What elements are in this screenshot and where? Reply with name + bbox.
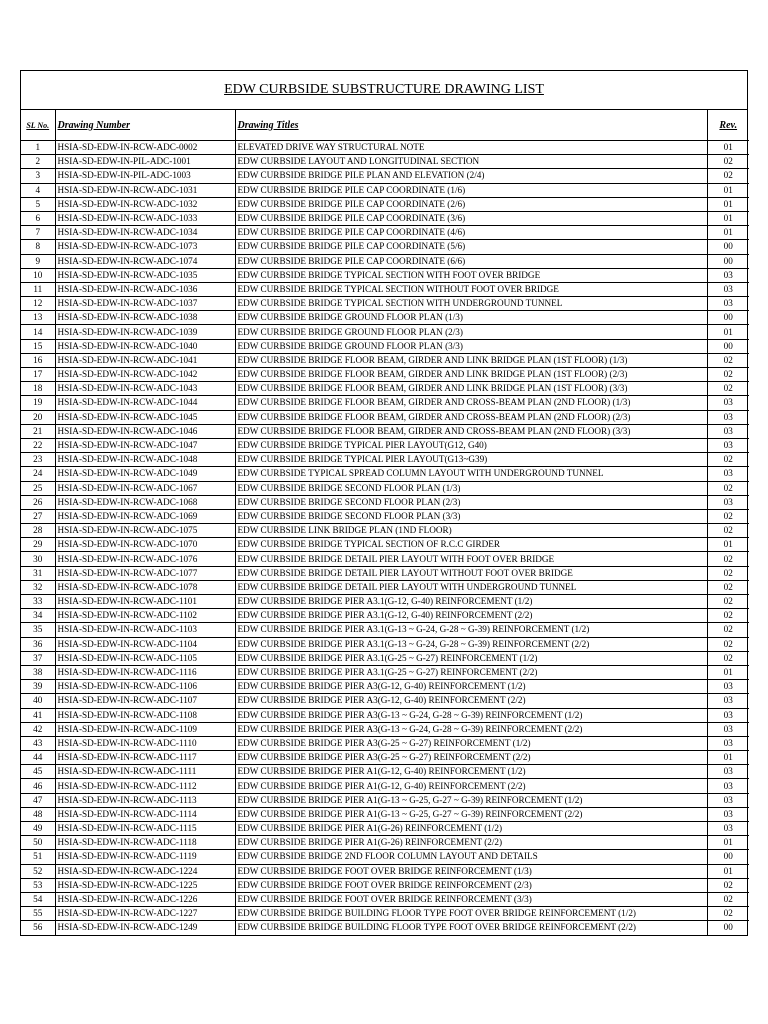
cell-rev: 03 bbox=[707, 268, 749, 282]
table-row bbox=[21, 595, 749, 609]
cell-rev: 02 bbox=[707, 509, 749, 523]
cell-drawing-number: HSIA-SD-EDW-IN-RCW-ADC-1102 bbox=[55, 609, 235, 623]
cell-drawing-number: HSIA-SD-EDW-IN-RCW-ADC-1112 bbox=[55, 779, 235, 793]
cell-drawing-title: EDW CURBSIDE BRIDGE PIER A1(G-13 ~ G-25, G-27 ~ G-39) REINFORCEMENT (2/2) bbox=[235, 807, 707, 821]
cell-drawing-title: EDW CURBSIDE BRIDGE FLOOR BEAM, GIRDER AND LINK BRIDGE PLAN (1ST FLOOR) (1/3) bbox=[235, 353, 707, 367]
cell-sl-no: 28 bbox=[21, 524, 55, 538]
table-row bbox=[21, 141, 749, 155]
table-row bbox=[21, 680, 749, 694]
cell-rev: 03 bbox=[707, 822, 749, 836]
cell-sl-no: 8 bbox=[21, 240, 55, 254]
cell-drawing-number: HSIA-SD-EDW-IN-RCW-ADC-1036 bbox=[55, 282, 235, 296]
cell-drawing-number: HSIA-SD-EDW-IN-RCW-ADC-1111 bbox=[55, 765, 235, 779]
table-row bbox=[21, 921, 749, 935]
cell-drawing-number: HSIA-SD-EDW-IN-RCW-ADC-1113 bbox=[55, 793, 235, 807]
header-drawing-titles: Drawing Titles bbox=[235, 110, 707, 141]
table-row bbox=[21, 155, 749, 169]
table-row bbox=[21, 765, 749, 779]
cell-rev: 02 bbox=[707, 595, 749, 609]
table-row bbox=[21, 226, 749, 240]
cell-drawing-title: EDW CURBSIDE BRIDGE GROUND FLOOR PLAN (3/3) bbox=[235, 339, 707, 353]
cell-sl-no: 27 bbox=[21, 509, 55, 523]
table-row bbox=[21, 410, 749, 424]
cell-rev: 03 bbox=[707, 424, 749, 438]
cell-sl-no: 36 bbox=[21, 637, 55, 651]
table-row bbox=[21, 609, 749, 623]
cell-drawing-title: EDW CURBSIDE BRIDGE FLOOR BEAM, GIRDER AND CROSS-BEAM PLAN (2ND FLOOR) (2/3) bbox=[235, 410, 707, 424]
cell-drawing-number: HSIA-SD-EDW-IN-RCW-ADC-1032 bbox=[55, 197, 235, 211]
cell-rev: 01 bbox=[707, 751, 749, 765]
cell-rev: 03 bbox=[707, 694, 749, 708]
cell-drawing-title: EDW CURBSIDE BRIDGE TYPICAL PIER LAYOUT(G13~G39) bbox=[235, 453, 707, 467]
cell-drawing-number: HSIA-SD-EDW-IN-RCW-ADC-1249 bbox=[55, 921, 235, 935]
cell-sl-no: 7 bbox=[21, 226, 55, 240]
cell-drawing-number: HSIA-SD-EDW-IN-RCW-ADC-1078 bbox=[55, 580, 235, 594]
cell-drawing-number: HSIA-SD-EDW-IN-RCW-ADC-1104 bbox=[55, 637, 235, 651]
table-row bbox=[21, 580, 749, 594]
cell-sl-no: 52 bbox=[21, 864, 55, 878]
header-rev: Rev. bbox=[707, 110, 749, 141]
cell-sl-no: 55 bbox=[21, 907, 55, 921]
cell-drawing-title: EDW CURBSIDE BRIDGE PIER A3.1(G-25 ~ G-27) REINFORCEMENT (1/2) bbox=[235, 651, 707, 665]
cell-drawing-title: EDW CURBSIDE BRIDGE PILE CAP COORDINATE (6/6) bbox=[235, 254, 707, 268]
cell-drawing-number: HSIA-SD-EDW-IN-RCW-ADC-1226 bbox=[55, 892, 235, 906]
table-row bbox=[21, 793, 749, 807]
cell-drawing-title: EDW CURBSIDE BRIDGE GROUND FLOOR PLAN (2/3) bbox=[235, 325, 707, 339]
page-title: EDW CURBSIDE SUBSTRUCTURE DRAWING LIST bbox=[224, 82, 544, 97]
cell-drawing-title: EDW CURBSIDE BRIDGE TYPICAL SECTION WITH UNDERGROUND TUNNEL bbox=[235, 297, 707, 311]
cell-sl-no: 13 bbox=[21, 311, 55, 325]
table-row bbox=[21, 353, 749, 367]
cell-drawing-title: EDW CURBSIDE BRIDGE FOOT OVER BRIDGE REINFORCEMENT (3/3) bbox=[235, 892, 707, 906]
table-row bbox=[21, 566, 749, 580]
cell-drawing-title: EDW CURBSIDE BRIDGE FOOT OVER BRIDGE REINFORCEMENT (2/3) bbox=[235, 878, 707, 892]
cell-rev: 03 bbox=[707, 722, 749, 736]
cell-drawing-number: HSIA-SD-EDW-IN-RCW-ADC-1037 bbox=[55, 297, 235, 311]
cell-drawing-number: HSIA-SD-EDW-IN-RCW-ADC-1067 bbox=[55, 481, 235, 495]
cell-rev: 00 bbox=[707, 254, 749, 268]
cell-drawing-number: HSIA-SD-EDW-IN-RCW-ADC-1108 bbox=[55, 708, 235, 722]
cell-drawing-number: HSIA-SD-EDW-IN-PIL-ADC-1001 bbox=[55, 155, 235, 169]
cell-sl-no: 34 bbox=[21, 609, 55, 623]
cell-rev: 02 bbox=[707, 651, 749, 665]
cell-drawing-title: EDW CURBSIDE BRIDGE BUILDING FLOOR TYPE FOOT OVER BRIDGE REINFORCEMENT (2/2) bbox=[235, 921, 707, 935]
table-body bbox=[21, 141, 749, 935]
cell-sl-no: 26 bbox=[21, 495, 55, 509]
cell-rev: 02 bbox=[707, 878, 749, 892]
cell-rev: 03 bbox=[707, 410, 749, 424]
cell-drawing-number: HSIA-SD-EDW-IN-RCW-ADC-1077 bbox=[55, 566, 235, 580]
cell-drawing-number: HSIA-SD-EDW-IN-RCW-ADC-1107 bbox=[55, 694, 235, 708]
cell-drawing-title: EDW CURBSIDE BRIDGE PIER A3.1(G-13 ~ G-24, G-28 ~ G-39) REINFORCEMENT (1/2) bbox=[235, 623, 707, 637]
cell-drawing-title: EDW CURBSIDE BRIDGE DETAIL PIER LAYOUT WITHOUT FOOT OVER BRIDGE bbox=[235, 566, 707, 580]
cell-sl-no: 47 bbox=[21, 793, 55, 807]
cell-drawing-number: HSIA-SD-EDW-IN-RCW-ADC-1101 bbox=[55, 595, 235, 609]
cell-drawing-title: EDW CURBSIDE BRIDGE PIER A1(G-26) REINFORCEMENT (2/2) bbox=[235, 836, 707, 850]
cell-rev: 00 bbox=[707, 339, 749, 353]
cell-sl-no: 32 bbox=[21, 580, 55, 594]
cell-drawing-title: EDW CURBSIDE BRIDGE SECOND FLOOR PLAN (2/3) bbox=[235, 495, 707, 509]
cell-sl-no: 37 bbox=[21, 651, 55, 665]
cell-drawing-number: HSIA-SD-EDW-IN-RCW-ADC-1117 bbox=[55, 751, 235, 765]
cell-drawing-number: HSIA-SD-EDW-IN-RCW-ADC-1045 bbox=[55, 410, 235, 424]
cell-drawing-title: EDW CURBSIDE BRIDGE PIER A3.1(G-12, G-40) REINFORCEMENT (1/2) bbox=[235, 595, 707, 609]
cell-sl-no: 15 bbox=[21, 339, 55, 353]
cell-sl-no: 2 bbox=[21, 155, 55, 169]
table-row bbox=[21, 509, 749, 523]
cell-drawing-title: EDW CURBSIDE BRIDGE PIER A3(G-12, G-40) REINFORCEMENT (2/2) bbox=[235, 694, 707, 708]
cell-rev: 02 bbox=[707, 353, 749, 367]
cell-rev: 03 bbox=[707, 708, 749, 722]
cell-sl-no: 12 bbox=[21, 297, 55, 311]
table-row bbox=[21, 438, 749, 452]
cell-rev: 03 bbox=[707, 467, 749, 481]
cell-sl-no: 24 bbox=[21, 467, 55, 481]
cell-rev: 03 bbox=[707, 438, 749, 452]
cell-drawing-number: HSIA-SD-EDW-IN-RCW-ADC-1118 bbox=[55, 836, 235, 850]
cell-drawing-number: HSIA-SD-EDW-IN-RCW-ADC-1227 bbox=[55, 907, 235, 921]
cell-sl-no: 6 bbox=[21, 211, 55, 225]
cell-rev: 03 bbox=[707, 680, 749, 694]
cell-drawing-title: EDW CURBSIDE BRIDGE SECOND FLOOR PLAN (1/3) bbox=[235, 481, 707, 495]
cell-drawing-title: EDW CURBSIDE BRIDGE PIER A3(G-13 ~ G-24, G-28 ~ G-39) REINFORCEMENT (1/2) bbox=[235, 708, 707, 722]
cell-drawing-number: HSIA-SD-EDW-IN-RCW-ADC-1106 bbox=[55, 680, 235, 694]
table-row bbox=[21, 453, 749, 467]
cell-drawing-title: EDW CURBSIDE BRIDGE FOOT OVER BRIDGE REINFORCEMENT (1/3) bbox=[235, 864, 707, 878]
cell-sl-no: 17 bbox=[21, 368, 55, 382]
cell-sl-no: 9 bbox=[21, 254, 55, 268]
cell-drawing-title: EDW CURBSIDE BRIDGE FLOOR BEAM, GIRDER AND CROSS-BEAM PLAN (2ND FLOOR) (1/3) bbox=[235, 396, 707, 410]
table-row bbox=[21, 892, 749, 906]
drawing-list-table bbox=[21, 110, 749, 935]
cell-rev: 01 bbox=[707, 211, 749, 225]
cell-drawing-title: EDW CURBSIDE BRIDGE PIER A3.1(G-13 ~ G-24, G-28 ~ G-39) REINFORCEMENT (2/2) bbox=[235, 637, 707, 651]
cell-drawing-title: EDW CURBSIDE BRIDGE PIER A1(G-12, G-40) REINFORCEMENT (1/2) bbox=[235, 765, 707, 779]
cell-drawing-number: HSIA-SD-EDW-IN-RCW-ADC-1119 bbox=[55, 850, 235, 864]
table-row bbox=[21, 183, 749, 197]
cell-rev: 00 bbox=[707, 850, 749, 864]
table-row bbox=[21, 751, 749, 765]
cell-drawing-title: EDW CURBSIDE BRIDGE DETAIL PIER LAYOUT WITH FOOT OVER BRIDGE bbox=[235, 552, 707, 566]
table-row bbox=[21, 495, 749, 509]
table-row bbox=[21, 424, 749, 438]
cell-rev: 01 bbox=[707, 197, 749, 211]
table-row bbox=[21, 282, 749, 296]
cell-rev: 02 bbox=[707, 907, 749, 921]
table-row bbox=[21, 396, 749, 410]
cell-drawing-number: HSIA-SD-EDW-IN-RCW-ADC-1043 bbox=[55, 382, 235, 396]
cell-sl-no: 44 bbox=[21, 751, 55, 765]
cell-drawing-title: EDW CURBSIDE BRIDGE SECOND FLOOR PLAN (3/3) bbox=[235, 509, 707, 523]
cell-rev: 02 bbox=[707, 382, 749, 396]
table-row bbox=[21, 637, 749, 651]
header-row bbox=[21, 110, 749, 141]
cell-drawing-number: HSIA-SD-EDW-IN-RCW-ADC-1038 bbox=[55, 311, 235, 325]
cell-sl-no: 53 bbox=[21, 878, 55, 892]
cell-drawing-title: EDW CURBSIDE BRIDGE GROUND FLOOR PLAN (1/3) bbox=[235, 311, 707, 325]
cell-sl-no: 45 bbox=[21, 765, 55, 779]
cell-rev: 03 bbox=[707, 495, 749, 509]
cell-drawing-number: HSIA-SD-EDW-IN-RCW-ADC-1041 bbox=[55, 353, 235, 367]
cell-drawing-title: EDW CURBSIDE BRIDGE PIER A1(G-13 ~ G-25, G-27 ~ G-39) REINFORCEMENT (1/2) bbox=[235, 793, 707, 807]
cell-drawing-number: HSIA-SD-EDW-IN-RCW-ADC-1073 bbox=[55, 240, 235, 254]
cell-drawing-number: HSIA-SD-EDW-IN-RCW-ADC-1110 bbox=[55, 736, 235, 750]
cell-sl-no: 3 bbox=[21, 169, 55, 183]
cell-rev: 02 bbox=[707, 552, 749, 566]
cell-sl-no: 16 bbox=[21, 353, 55, 367]
cell-sl-no: 38 bbox=[21, 665, 55, 679]
cell-drawing-title: EDW CURBSIDE BRIDGE PIER A1(G-12, G-40) REINFORCEMENT (2/2) bbox=[235, 779, 707, 793]
cell-drawing-title: EDW CURBSIDE BRIDGE PILE CAP COORDINATE (2/6) bbox=[235, 197, 707, 211]
cell-drawing-title: EDW CURBSIDE BRIDGE PIER A3(G-13 ~ G-24, G-28 ~ G-39) REINFORCEMENT (2/2) bbox=[235, 722, 707, 736]
cell-sl-no: 56 bbox=[21, 921, 55, 935]
cell-drawing-title: EDW CURBSIDE BRIDGE PILE CAP COORDINATE (4/6) bbox=[235, 226, 707, 240]
cell-drawing-number: HSIA-SD-EDW-IN-RCW-ADC-1069 bbox=[55, 509, 235, 523]
cell-sl-no: 49 bbox=[21, 822, 55, 836]
cell-rev: 00 bbox=[707, 921, 749, 935]
cell-drawing-title: ELEVATED DRIVE WAY STRUCTURAL NOTE bbox=[235, 141, 707, 155]
cell-sl-no: 4 bbox=[21, 183, 55, 197]
cell-sl-no: 11 bbox=[21, 282, 55, 296]
cell-drawing-number: HSIA-SD-EDW-IN-RCW-ADC-1033 bbox=[55, 211, 235, 225]
cell-drawing-title: EDW CURBSIDE BRIDGE 2ND FLOOR COLUMN LAYOUT AND DETAILS bbox=[235, 850, 707, 864]
title-bar bbox=[21, 71, 747, 110]
cell-drawing-title: EDW CURBSIDE LINK BRIDGE PLAN (1ND FLOOR) bbox=[235, 524, 707, 538]
cell-drawing-number: HSIA-SD-EDW-IN-RCW-ADC-0002 bbox=[55, 141, 235, 155]
header-drawing-number: Drawing Number bbox=[55, 110, 235, 141]
cell-rev: 02 bbox=[707, 155, 749, 169]
table-row bbox=[21, 878, 749, 892]
cell-rev: 02 bbox=[707, 368, 749, 382]
cell-rev: 02 bbox=[707, 892, 749, 906]
cell-rev: 00 bbox=[707, 311, 749, 325]
cell-rev: 03 bbox=[707, 779, 749, 793]
cell-drawing-number: HSIA-SD-EDW-IN-RCW-ADC-1048 bbox=[55, 453, 235, 467]
cell-drawing-title: EDW CURBSIDE BRIDGE TYPICAL SECTION OF R.C.C GIRDER bbox=[235, 538, 707, 552]
cell-drawing-number: HSIA-SD-EDW-IN-RCW-ADC-1103 bbox=[55, 623, 235, 637]
cell-rev: 02 bbox=[707, 524, 749, 538]
cell-drawing-title: EDW CURBSIDE BRIDGE PIER A3(G-12, G-40) REINFORCEMENT (1/2) bbox=[235, 680, 707, 694]
table-row bbox=[21, 907, 749, 921]
cell-drawing-number: HSIA-SD-EDW-IN-RCW-ADC-1047 bbox=[55, 438, 235, 452]
cell-rev: 02 bbox=[707, 609, 749, 623]
cell-drawing-number: HSIA-SD-EDW-IN-RCW-ADC-1105 bbox=[55, 651, 235, 665]
cell-rev: 01 bbox=[707, 226, 749, 240]
table-row bbox=[21, 339, 749, 353]
cell-rev: 03 bbox=[707, 807, 749, 821]
table-row bbox=[21, 807, 749, 821]
cell-sl-no: 39 bbox=[21, 680, 55, 694]
table-row bbox=[21, 211, 749, 225]
cell-drawing-title: EDW CURBSIDE BRIDGE PILE CAP COORDINATE (3/6) bbox=[235, 211, 707, 225]
cell-rev: 01 bbox=[707, 141, 749, 155]
cell-drawing-title: EDW CURBSIDE BRIDGE PILE CAP COORDINATE (1/6) bbox=[235, 183, 707, 197]
cell-drawing-number: HSIA-SD-EDW-IN-RCW-ADC-1225 bbox=[55, 878, 235, 892]
table-row bbox=[21, 254, 749, 268]
cell-rev: 03 bbox=[707, 297, 749, 311]
cell-sl-no: 31 bbox=[21, 566, 55, 580]
cell-drawing-number: HSIA-SD-EDW-IN-PIL-ADC-1003 bbox=[55, 169, 235, 183]
cell-drawing-number: HSIA-SD-EDW-IN-RCW-ADC-1034 bbox=[55, 226, 235, 240]
table-row bbox=[21, 736, 749, 750]
cell-rev: 02 bbox=[707, 453, 749, 467]
cell-drawing-number: HSIA-SD-EDW-IN-RCW-ADC-1035 bbox=[55, 268, 235, 282]
cell-sl-no: 14 bbox=[21, 325, 55, 339]
cell-drawing-title: EDW CURBSIDE BRIDGE PILE CAP COORDINATE (5/6) bbox=[235, 240, 707, 254]
table-row bbox=[21, 722, 749, 736]
cell-rev: 02 bbox=[707, 580, 749, 594]
cell-sl-no: 10 bbox=[21, 268, 55, 282]
cell-sl-no: 25 bbox=[21, 481, 55, 495]
table-row bbox=[21, 864, 749, 878]
drawing-list-sheet bbox=[20, 70, 748, 936]
cell-sl-no: 30 bbox=[21, 552, 55, 566]
cell-sl-no: 46 bbox=[21, 779, 55, 793]
table-row bbox=[21, 382, 749, 396]
cell-rev: 02 bbox=[707, 637, 749, 651]
cell-drawing-title: EDW CURBSIDE TYPICAL SPREAD COLUMN LAYOUT WITH UNDERGROUND TUNNEL bbox=[235, 467, 707, 481]
cell-drawing-title: EDW CURBSIDE BRIDGE PIER A3.1(G-12, G-40) REINFORCEMENT (2/2) bbox=[235, 609, 707, 623]
cell-sl-no: 35 bbox=[21, 623, 55, 637]
cell-rev: 01 bbox=[707, 183, 749, 197]
table-row bbox=[21, 368, 749, 382]
cell-drawing-title: EDW CURBSIDE BRIDGE PIER A3(G-25 ~ G-27) REINFORCEMENT (1/2) bbox=[235, 736, 707, 750]
cell-drawing-title: EDW CURBSIDE BRIDGE BUILDING FLOOR TYPE FOOT OVER BRIDGE REINFORCEMENT (1/2) bbox=[235, 907, 707, 921]
cell-drawing-title: EDW CURBSIDE BRIDGE TYPICAL SECTION WITHOUT FOOT OVER BRIDGE bbox=[235, 282, 707, 296]
cell-drawing-title: EDW CURBSIDE BRIDGE TYPICAL PIER LAYOUT(G12, G40) bbox=[235, 438, 707, 452]
cell-drawing-title: EDW CURBSIDE BRIDGE PIER A1(G-26) REINFORCEMENT (1/2) bbox=[235, 822, 707, 836]
cell-sl-no: 33 bbox=[21, 595, 55, 609]
cell-sl-no: 41 bbox=[21, 708, 55, 722]
cell-drawing-number: HSIA-SD-EDW-IN-RCW-ADC-1031 bbox=[55, 183, 235, 197]
cell-drawing-number: HSIA-SD-EDW-IN-RCW-ADC-1049 bbox=[55, 467, 235, 481]
cell-rev: 02 bbox=[707, 169, 749, 183]
cell-sl-no: 29 bbox=[21, 538, 55, 552]
cell-drawing-number: HSIA-SD-EDW-IN-RCW-ADC-1075 bbox=[55, 524, 235, 538]
cell-sl-no: 21 bbox=[21, 424, 55, 438]
header-sl-no: SL No. bbox=[21, 110, 55, 141]
cell-drawing-number: HSIA-SD-EDW-IN-RCW-ADC-1042 bbox=[55, 368, 235, 382]
cell-sl-no: 54 bbox=[21, 892, 55, 906]
cell-rev: 03 bbox=[707, 396, 749, 410]
cell-sl-no: 1 bbox=[21, 141, 55, 155]
cell-sl-no: 42 bbox=[21, 722, 55, 736]
cell-drawing-number: HSIA-SD-EDW-IN-RCW-ADC-1115 bbox=[55, 822, 235, 836]
cell-sl-no: 23 bbox=[21, 453, 55, 467]
cell-rev: 02 bbox=[707, 623, 749, 637]
cell-rev: 02 bbox=[707, 481, 749, 495]
cell-rev: 03 bbox=[707, 793, 749, 807]
table-row bbox=[21, 197, 749, 211]
cell-sl-no: 20 bbox=[21, 410, 55, 424]
cell-rev: 03 bbox=[707, 282, 749, 296]
table-row bbox=[21, 268, 749, 282]
cell-sl-no: 19 bbox=[21, 396, 55, 410]
cell-sl-no: 43 bbox=[21, 736, 55, 750]
cell-drawing-number: HSIA-SD-EDW-IN-RCW-ADC-1109 bbox=[55, 722, 235, 736]
cell-sl-no: 48 bbox=[21, 807, 55, 821]
table-row bbox=[21, 665, 749, 679]
cell-drawing-number: HSIA-SD-EDW-IN-RCW-ADC-1074 bbox=[55, 254, 235, 268]
table-row bbox=[21, 552, 749, 566]
cell-rev: 03 bbox=[707, 765, 749, 779]
table-row bbox=[21, 538, 749, 552]
cell-drawing-number: HSIA-SD-EDW-IN-RCW-ADC-1040 bbox=[55, 339, 235, 353]
cell-drawing-title: EDW CURBSIDE BRIDGE PILE PLAN AND ELEVATION (2/4) bbox=[235, 169, 707, 183]
table-row bbox=[21, 694, 749, 708]
cell-rev: 01 bbox=[707, 665, 749, 679]
table-row bbox=[21, 169, 749, 183]
table-row bbox=[21, 524, 749, 538]
cell-rev: 02 bbox=[707, 566, 749, 580]
cell-drawing-number: HSIA-SD-EDW-IN-RCW-ADC-1044 bbox=[55, 396, 235, 410]
cell-drawing-title: EDW CURBSIDE BRIDGE TYPICAL SECTION WITH FOOT OVER BRIDGE bbox=[235, 268, 707, 282]
table-row bbox=[21, 850, 749, 864]
table-row bbox=[21, 822, 749, 836]
table-row bbox=[21, 297, 749, 311]
table-row bbox=[21, 467, 749, 481]
cell-sl-no: 5 bbox=[21, 197, 55, 211]
cell-drawing-title: EDW CURBSIDE BRIDGE FLOOR BEAM, GIRDER AND LINK BRIDGE PLAN (1ST FLOOR) (2/3) bbox=[235, 368, 707, 382]
cell-drawing-number: HSIA-SD-EDW-IN-RCW-ADC-1076 bbox=[55, 552, 235, 566]
cell-drawing-title: EDW CURBSIDE BRIDGE FLOOR BEAM, GIRDER AND LINK BRIDGE PLAN (1ST FLOOR) (3/3) bbox=[235, 382, 707, 396]
table-row bbox=[21, 651, 749, 665]
table-row bbox=[21, 325, 749, 339]
table-row bbox=[21, 240, 749, 254]
cell-drawing-title: EDW CURBSIDE BRIDGE PIER A3(G-25 ~ G-27) REINFORCEMENT (2/2) bbox=[235, 751, 707, 765]
cell-drawing-title: EDW CURBSIDE BRIDGE DETAIL PIER LAYOUT WITH UNDERGROUND TUNNEL bbox=[235, 580, 707, 594]
table-row bbox=[21, 708, 749, 722]
cell-drawing-title: EDW CURBSIDE LAYOUT AND LONGITUDINAL SECTION bbox=[235, 155, 707, 169]
cell-sl-no: 50 bbox=[21, 836, 55, 850]
cell-rev: 01 bbox=[707, 538, 749, 552]
cell-sl-no: 22 bbox=[21, 438, 55, 452]
table-row bbox=[21, 836, 749, 850]
cell-drawing-number: HSIA-SD-EDW-IN-RCW-ADC-1068 bbox=[55, 495, 235, 509]
cell-drawing-number: HSIA-SD-EDW-IN-RCW-ADC-1116 bbox=[55, 665, 235, 679]
cell-sl-no: 40 bbox=[21, 694, 55, 708]
cell-drawing-title: EDW CURBSIDE BRIDGE PIER A3.1(G-25 ~ G-27) REINFORCEMENT (2/2) bbox=[235, 665, 707, 679]
cell-sl-no: 51 bbox=[21, 850, 55, 864]
table-row bbox=[21, 481, 749, 495]
cell-drawing-number: HSIA-SD-EDW-IN-RCW-ADC-1039 bbox=[55, 325, 235, 339]
cell-drawing-number: HSIA-SD-EDW-IN-RCW-ADC-1114 bbox=[55, 807, 235, 821]
table-row bbox=[21, 311, 749, 325]
cell-sl-no: 18 bbox=[21, 382, 55, 396]
cell-drawing-title: EDW CURBSIDE BRIDGE FLOOR BEAM, GIRDER AND CROSS-BEAM PLAN (2ND FLOOR) (3/3) bbox=[235, 424, 707, 438]
cell-rev: 00 bbox=[707, 240, 749, 254]
cell-rev: 01 bbox=[707, 325, 749, 339]
cell-drawing-number: HSIA-SD-EDW-IN-RCW-ADC-1224 bbox=[55, 864, 235, 878]
table-row bbox=[21, 623, 749, 637]
cell-drawing-number: HSIA-SD-EDW-IN-RCW-ADC-1046 bbox=[55, 424, 235, 438]
cell-drawing-number: HSIA-SD-EDW-IN-RCW-ADC-1070 bbox=[55, 538, 235, 552]
cell-rev: 03 bbox=[707, 736, 749, 750]
cell-rev: 01 bbox=[707, 864, 749, 878]
table-row bbox=[21, 779, 749, 793]
cell-rev: 01 bbox=[707, 836, 749, 850]
